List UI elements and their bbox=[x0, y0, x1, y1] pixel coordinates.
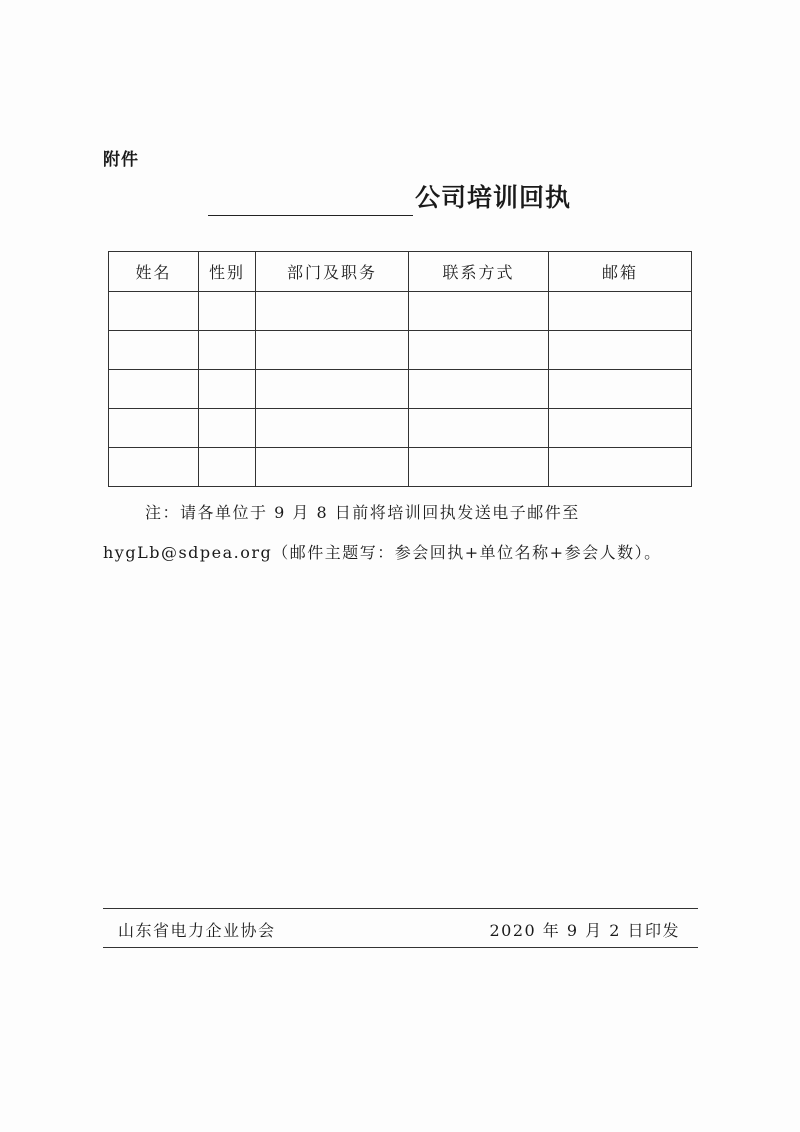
table-row bbox=[109, 409, 692, 448]
table-cell bbox=[549, 448, 692, 487]
note-line-1: 注：请各单位于 9 月 8 日前将培训回执发送电子邮件至 bbox=[145, 503, 580, 522]
table-cell bbox=[409, 370, 549, 409]
header-gender: 性别 bbox=[199, 252, 256, 292]
table-cell bbox=[409, 292, 549, 331]
table-cell bbox=[199, 292, 256, 331]
title-text: 公司培训回执 bbox=[415, 183, 572, 212]
table-cell bbox=[409, 448, 549, 487]
document-title bbox=[208, 176, 571, 216]
header-email: 邮箱 bbox=[549, 252, 692, 292]
table-body bbox=[109, 292, 692, 487]
header-name: 姓名 bbox=[109, 252, 199, 292]
header-department-position: 部门及职务 bbox=[256, 252, 409, 292]
table-cell bbox=[199, 448, 256, 487]
footer-organization: 山东省电力企业协会 bbox=[118, 921, 276, 940]
table-cell bbox=[109, 448, 199, 487]
table-cell bbox=[109, 370, 199, 409]
table-cell bbox=[199, 331, 256, 370]
table-row bbox=[109, 370, 692, 409]
table-cell bbox=[549, 370, 692, 409]
table-cell bbox=[256, 292, 409, 331]
company-name-blank bbox=[208, 180, 413, 216]
receipt-table bbox=[108, 251, 692, 487]
attachment-label: 附件 bbox=[103, 150, 139, 170]
table-cell bbox=[409, 409, 549, 448]
table-row bbox=[109, 292, 692, 331]
table-cell bbox=[199, 370, 256, 409]
footer-issue-date: 2020 年 9 月 2 日印发 bbox=[489, 921, 680, 940]
table-cell bbox=[109, 409, 199, 448]
note-line-2: hygLb@sdpea.org（邮件主题写：参会回执+单位名称+参会人数）。 bbox=[103, 543, 662, 562]
table-cell bbox=[256, 370, 409, 409]
header-contact: 联系方式 bbox=[409, 252, 549, 292]
table-cell bbox=[256, 409, 409, 448]
table-cell bbox=[256, 331, 409, 370]
table-header-row bbox=[109, 252, 692, 292]
table-row bbox=[109, 331, 692, 370]
table-cell bbox=[199, 409, 256, 448]
table-row bbox=[109, 448, 692, 487]
table-cell bbox=[549, 409, 692, 448]
footer-rule-bottom bbox=[103, 947, 698, 948]
table-cell bbox=[549, 292, 692, 331]
table-cell bbox=[109, 292, 199, 331]
footer-rule-top bbox=[103, 908, 698, 909]
table-cell bbox=[409, 331, 549, 370]
table-cell bbox=[109, 331, 199, 370]
table-cell bbox=[549, 331, 692, 370]
table-cell bbox=[256, 448, 409, 487]
